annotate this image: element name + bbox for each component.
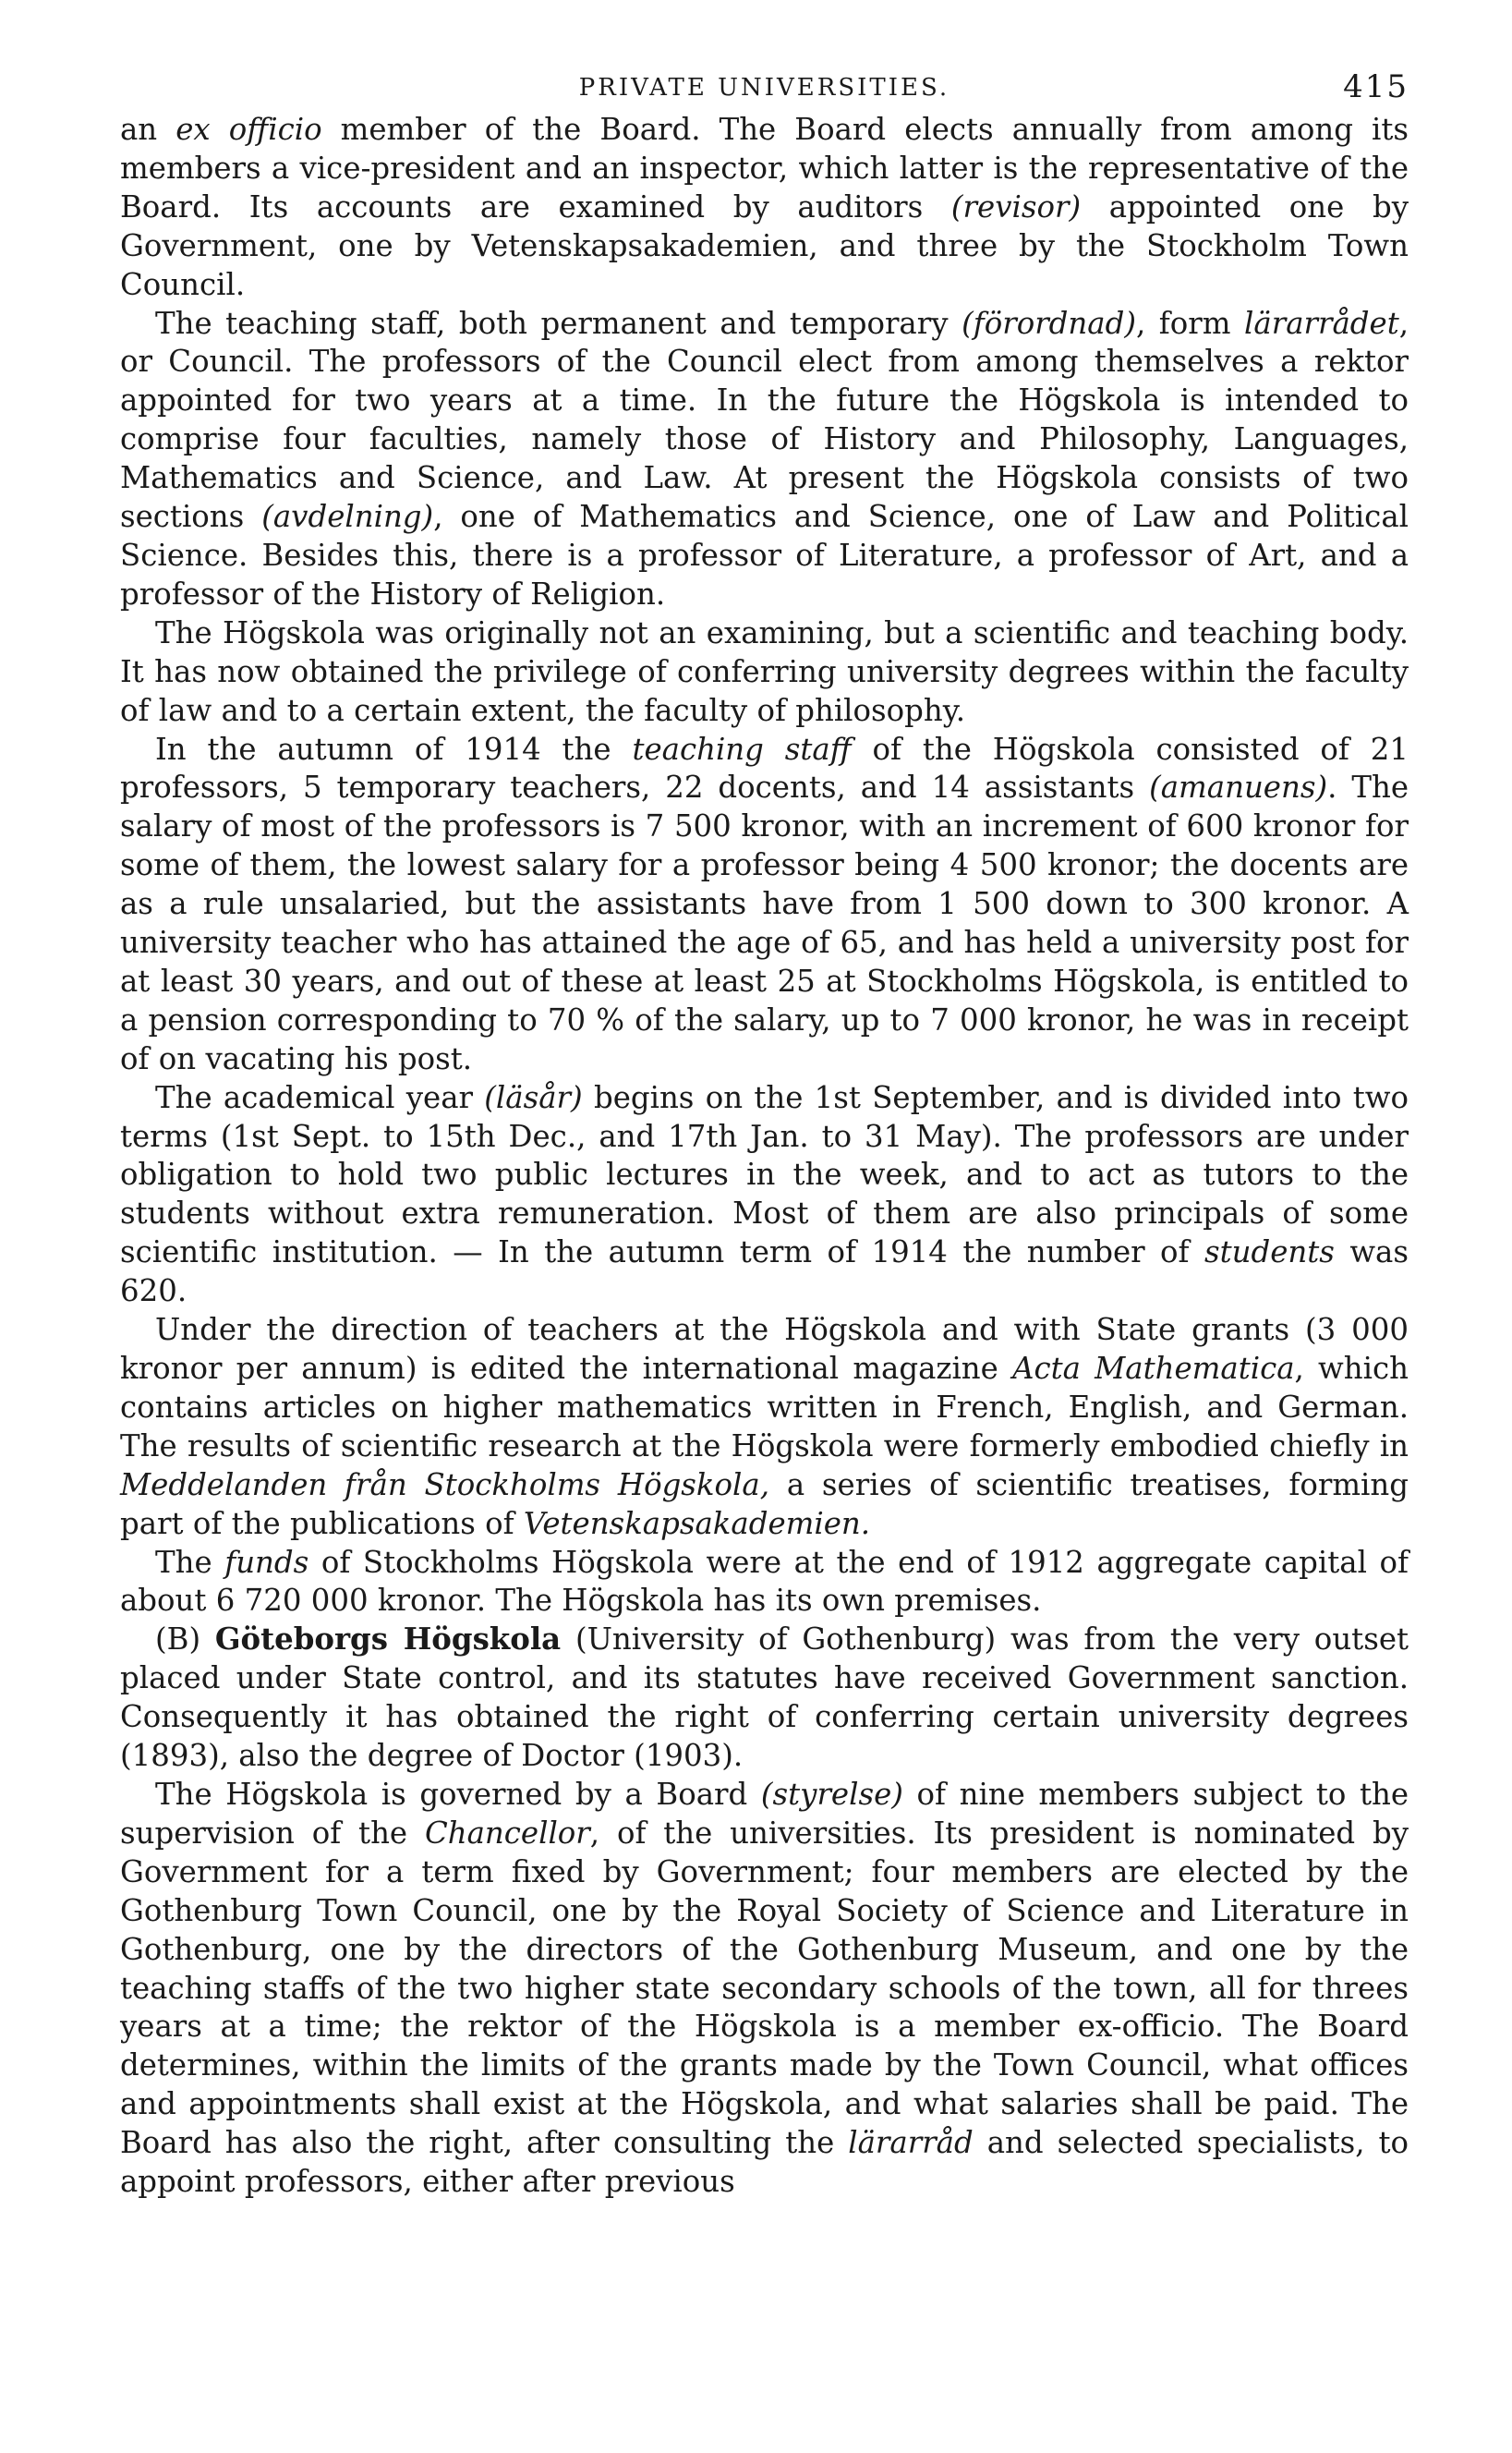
text-run: , or Council. The professors of the Council elect from among themselves a rektor appointed for two years at a time. In the future the Högskola is intended to comprise four faculties, namely those of History and Philosophy, Languages, Mathematics and Science, and Law. At present the Högskola consists of two sections — [120, 305, 1409, 535]
paragraph-p3 — [120, 614, 1409, 731]
italic-term: (avdelning) — [261, 499, 434, 535]
paragraph-p5 — [120, 1079, 1409, 1311]
body-text — [120, 111, 1409, 2202]
text-run: In the autumn of 1914 the — [155, 731, 633, 767]
text-run: and selected specialists, to appoint professors, either after previous — [120, 2125, 1409, 2200]
italic-term: Acta Mathematica — [1012, 1351, 1295, 1386]
italic-term: ex officio — [175, 112, 322, 147]
text-run: The Högskola was originally not an examining, but a scientific and teaching body. It has now obtained the privilege of conferring university degrees within the faculty of law and to a certain extent, the faculty of philosophy. — [120, 614, 1409, 728]
text-run: The — [155, 1544, 225, 1580]
page-number: 415 — [1343, 68, 1409, 105]
paragraph-p4 — [120, 731, 1409, 1079]
running-title: PRIVATE UNIVERSITIES. — [578, 74, 950, 102]
italic-term: (revisor) — [950, 188, 1082, 225]
italic-term: (förordnad) — [962, 305, 1136, 341]
text-run: (B) — [155, 1621, 215, 1658]
text-run: was 620. — [120, 1234, 1409, 1309]
text-run: The Högskola is governed by a Board — [155, 1776, 761, 1812]
text-run: The academical year — [155, 1079, 485, 1115]
text-run: of Stockholms Högskola were at the end of 1912 aggregate capital of about 6 720 000 kronor. The Högskola has its own premises. — [120, 1544, 1409, 1619]
italic-term: lärarrådet — [1244, 305, 1399, 341]
text-run: a series of scientific treatises, forming part of the publications of — [120, 1466, 1409, 1541]
running-head — [120, 55, 1409, 111]
bold-heading: Göteborgs Högskola — [214, 1621, 562, 1658]
paragraph-p8 — [120, 1621, 1409, 1776]
paragraph-p2 — [120, 305, 1409, 614]
text-run: an — [120, 112, 176, 147]
text-run: appointed one by Government, one by Vetenskapsakademien, and three by the Stockholm Town Council. — [120, 188, 1409, 302]
italic-term: funds — [224, 1544, 309, 1580]
paragraph-p7 — [120, 1544, 1409, 1621]
italic-term: Meddelanden från Stockholms Högskola, — [120, 1466, 770, 1502]
text-run: Under the direction of teachers at the Högskola and with State grants (3 000 kronor per annum) is edited the international magazine — [120, 1312, 1409, 1386]
italic-term: (läsår) — [484, 1079, 583, 1115]
book-page — [120, 55, 1409, 2202]
text-run: of nine members subject to the supervision of the — [120, 1776, 1409, 1851]
text-run: , of the universities. Its president is nominated by Government for a term fixed by Government; four members are elected by the Gothenburg Town Council, one by the Royal Society of Science and Literature in Gothenburg, one by the directors of the Gothenburg Museum, and one by the teaching staffs of the two higher state secondary schools of the town, all for threes years at a time; the rektor of the Högskola is a member ex-officio. The Board determines, within the limits of the grants made by the Town Council, what offices and appointments shall exist at the Högskola, and what salaries shall be paid. The Board has also the right, after consulting the — [120, 1815, 1409, 2161]
text-run: , which contains articles on higher mathematics written in French, English, and German. The results of scientific research at the Högskola were formerly embodied chiefly in — [120, 1351, 1409, 1463]
italic-term: (styrelse) — [760, 1776, 903, 1812]
italic-term: teaching staff — [632, 731, 852, 767]
italic-term: students — [1204, 1234, 1335, 1270]
italic-term: Vetenskapsakademien. — [523, 1505, 871, 1541]
text-run: , one of Mathematics and Science, one of Law and Political Science. Besides this, there is a professor of Literature, a professor of Art, and a professor of the History of Religion. — [120, 499, 1409, 612]
text-run: The teaching staff, both permanent and temporary — [155, 305, 962, 341]
text-run: of the Högskola consisted of 21 professors, 5 temporary teachers, 22 docents, and 14 assistants — [120, 731, 1409, 806]
text-run: , form — [1135, 305, 1245, 341]
paragraph-p9 — [120, 1776, 1409, 2202]
italic-term: Chancellor — [424, 1815, 590, 1851]
text-run: . The salary of most of the professors is 7 500 kronor, with an increment of 600 kronor for some of them, the lowest salary for a professor being 4 500 kronor; the docents are as a rule unsalaried, but the assistants have from 1 500 down to 300 kronor. A university teacher who has attained the age of 65, and has held a university post for at least 30 years, and out of these at least 25 at Stockholms Högskola, is entitled to a pension corresponding to 70 % of the salary, up to 7 000 kronor, he was in receipt of on vacating his post. — [120, 770, 1409, 1076]
italic-term: (amanuens) — [1149, 770, 1328, 806]
text-run: begins on the 1st September, and is divided into two terms (1st Sept. to 15th Dec., and 17th Jan. to 31 May). The professors are under obligation to hold two public lectures in the week, and to act as tutors to the students without extra remuneration. Most of them are also principals of some scientific institution. — In the autumn term of 1914 the number of — [120, 1079, 1409, 1270]
text-run: member of the Board. The Board elects annually from among its members a vice-president and an inspector, which latter is the representative of the Board. Its accounts are examined by auditors — [120, 112, 1409, 225]
paragraph-p1 — [120, 111, 1409, 305]
text-run: (University of Gothenburg) was from the very outset placed under State control, and its statutes have received Government sanction. Consequently it has obtained the right of conferring certain university degrees (1893), also the degree of Doctor (1903). — [120, 1621, 1409, 1774]
italic-term: lärarråd — [848, 2125, 974, 2161]
paragraph-p6 — [120, 1311, 1409, 1543]
